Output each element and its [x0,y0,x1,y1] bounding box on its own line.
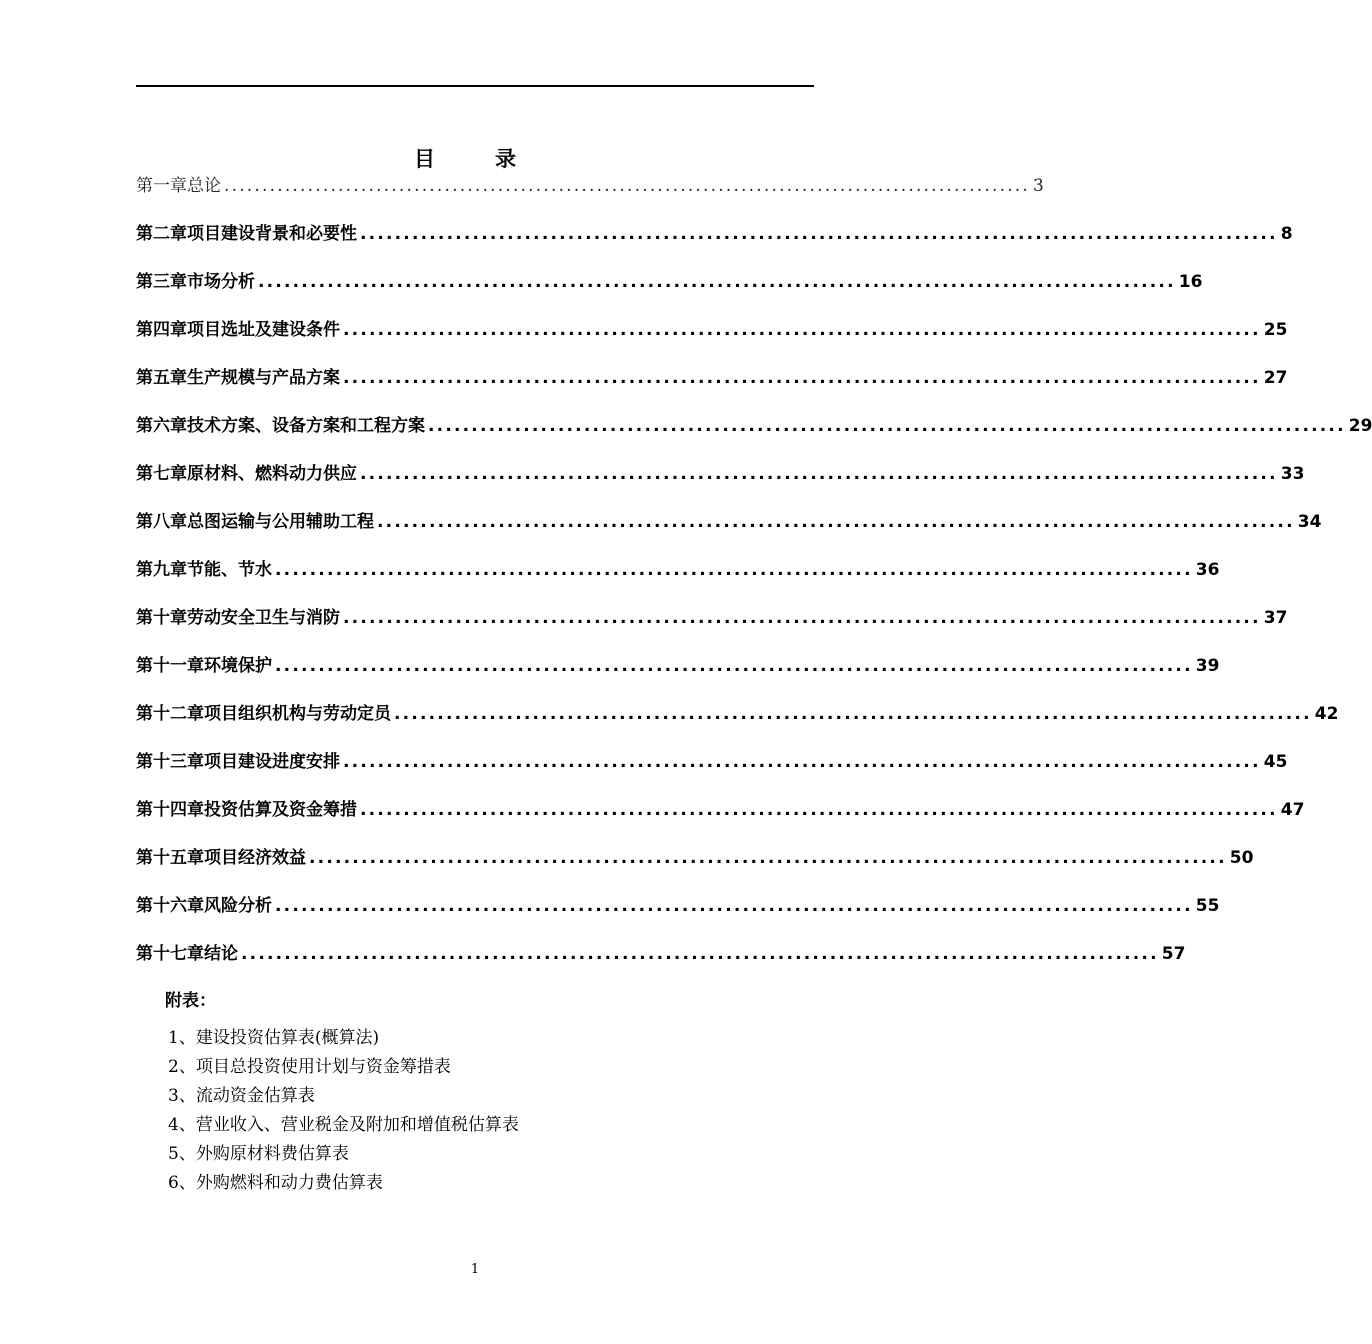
appendix-item: 1、建设投资估算表(概算法) [168,1028,380,1048]
header-rule [136,85,814,87]
toc-chapter: 第八章 [136,512,187,532]
toc-entry[interactable] [136,364,1288,412]
toc-entry-title: 风险分析 [204,896,272,916]
toc-chapter: 第十一章 [136,656,204,676]
toc-entry[interactable] [136,748,1288,796]
toc-chapter: 第十二章 [136,704,204,724]
toc-entry-title: 技术方案、设备方案和工程方案 [187,416,425,436]
toc-page-number: 27 [1263,368,1288,388]
toc-entry[interactable] [136,172,1044,220]
toc-chapter: 第十六章 [136,896,204,916]
toc-entry-title: 劳动安全卫生与消防 [187,608,340,628]
toc-leader: .......................................................................................................... [275,896,1193,916]
toc-entry-title: 环境保护 [204,656,272,676]
toc-page-number: 42 [1314,704,1339,724]
toc-entry-title: 项目选址及建设条件 [187,320,340,340]
toc-leader: .......................................................................................................... [343,320,1261,340]
toc-page-number: 36 [1195,560,1220,580]
toc-page-number: 34 [1297,512,1322,532]
toc-leader: .......................................................................................................... [428,416,1346,436]
toc-page-number: 39 [1195,656,1220,676]
toc-chapter: 第三章 [136,272,187,292]
toc-page-number: 25 [1263,320,1288,340]
appendix-item: 5、外购原材料费估算表 [168,1144,349,1164]
toc-page-number: 57 [1161,944,1186,964]
toc-chapter: 第六章 [136,416,187,436]
toc-chapter: 第四章 [136,320,187,340]
toc-chapter: 第七章 [136,464,187,484]
toc-entry[interactable] [136,508,1322,556]
toc-entry-title: 项目建设背景和必要性 [187,224,357,244]
toc-leader: .......................................................................................................... [275,656,1193,676]
toc-entry-title: 项目组织机构与劳动定员 [204,704,391,724]
page-number: 1 [470,1262,480,1277]
toc-entry[interactable] [136,604,1288,652]
toc-chapter: 第十章 [136,608,187,628]
toc-leader: .......................................................................................................... [258,272,1176,292]
toc-leader: .......................................................................................................... [360,224,1278,244]
toc-leader: .......................................................................................................... [343,608,1261,628]
appendix-item: 2、项目总投资使用计划与资金筹措表 [168,1057,451,1077]
toc-chapter: 第一章 [136,176,187,196]
toc-entry[interactable] [136,940,1186,988]
toc-chapter: 第九章 [136,560,187,580]
toc-leader: .......................................................................................................... [241,944,1159,964]
toc-list [136,172,1372,988]
toc-entry-title: 总图运输与公用辅助工程 [187,512,374,532]
toc-title: 目录 [414,146,576,171]
toc-entry[interactable] [136,652,1220,700]
toc-entry[interactable] [136,268,1203,316]
toc-chapter: 第十四章 [136,800,204,820]
toc-entry-title: 项目建设进度安排 [204,752,340,772]
toc-entry[interactable] [136,796,1305,844]
toc-entry[interactable] [136,844,1254,892]
toc-entry[interactable] [136,220,1293,268]
toc-entry-title: 结论 [204,944,238,964]
toc-chapter: 第五章 [136,368,187,388]
toc-page-number: 45 [1263,752,1288,772]
toc-leader: .......................................................................................................... [343,368,1261,388]
toc-entry-title: 节能、节水 [187,560,272,580]
toc-chapter: 第十五章 [136,848,204,868]
toc-leader: .......................................................................................................... [360,464,1278,484]
toc-entry-title: 原材料、燃料动力供应 [187,464,357,484]
toc-page-number: 37 [1263,608,1288,628]
appendix-item: 6、外购燃料和动力费估算表 [168,1173,383,1193]
toc-entry[interactable] [136,412,1372,460]
toc-page-number: 8 [1280,224,1293,244]
toc-page-number: 3 [1033,176,1044,196]
toc-entry-title: 投资估算及资金筹措 [204,800,357,820]
appendix-heading: 附表： [165,991,216,1011]
toc-entry[interactable] [136,556,1220,604]
appendix-item: 4、营业收入、营业税金及附加和增值税估算表 [168,1115,519,1135]
toc-entry[interactable] [136,460,1305,508]
toc-leader: .......................................................................................................... [394,704,1312,724]
toc-chapter: 第二章 [136,224,187,244]
toc-leader: .......................................................................................................... [309,848,1227,868]
toc-chapter: 第十七章 [136,944,204,964]
toc-entry[interactable] [136,700,1339,748]
toc-page-number: 33 [1280,464,1305,484]
toc-entry-title: 生产规模与产品方案 [187,368,340,388]
toc-leader: .......................................................................................................... [377,512,1295,532]
toc-page-number: 47 [1280,800,1305,820]
toc-page-number: 50 [1229,848,1254,868]
toc-leader: .......................................................................................................... [224,176,1031,196]
toc-page-number: 29 [1348,416,1372,436]
toc-leader: .......................................................................................................... [275,560,1193,580]
toc-leader: .......................................................................................................... [360,800,1278,820]
appendix-list [168,1024,519,1198]
toc-page-number: 16 [1178,272,1203,292]
toc-leader: .......................................................................................................... [343,752,1261,772]
toc-entry-title: 项目经济效益 [204,848,306,868]
toc-chapter: 第十三章 [136,752,204,772]
appendix-item: 3、流动资金估算表 [168,1086,315,1106]
toc-entry-title: 总论 [187,176,221,196]
toc-entry-title: 市场分析 [187,272,255,292]
toc-entry[interactable] [136,892,1220,940]
toc-page-number: 55 [1195,896,1220,916]
toc-entry[interactable] [136,316,1288,364]
